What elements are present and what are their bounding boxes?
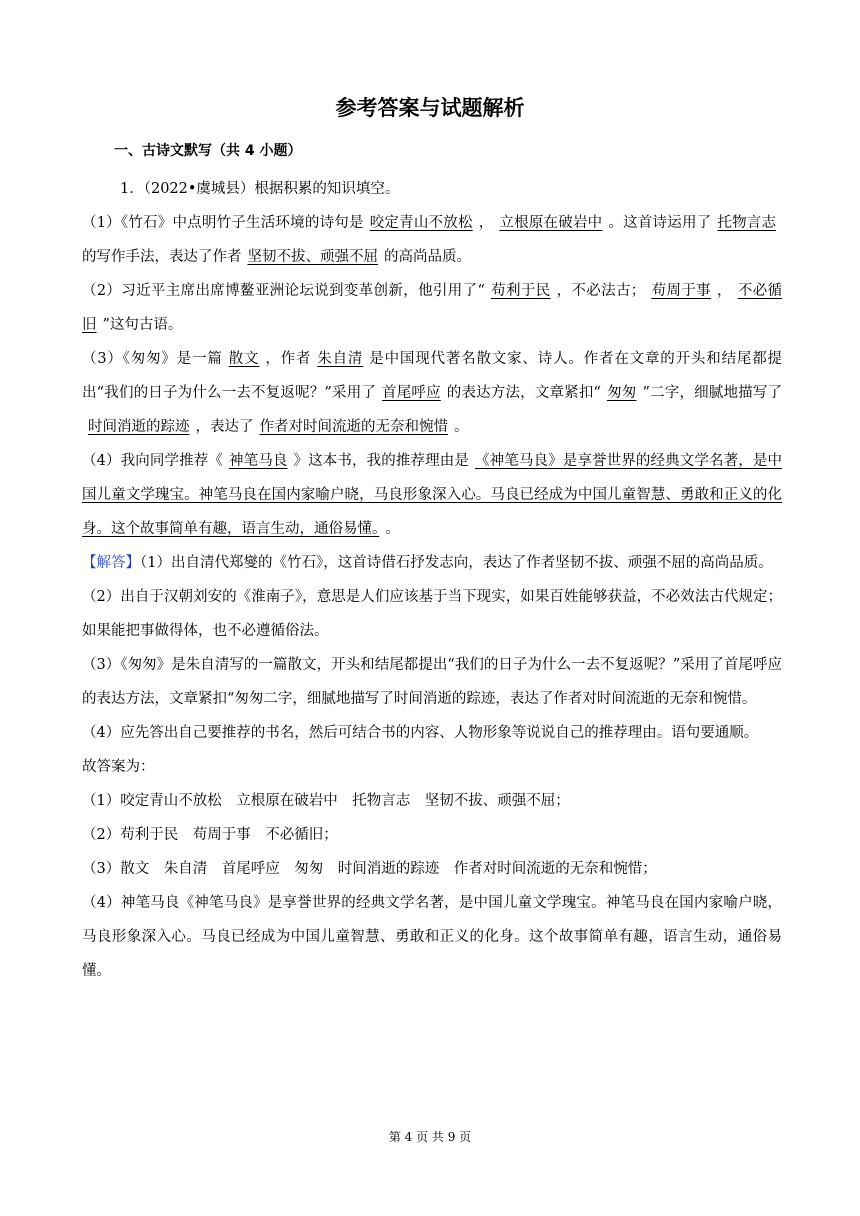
analysis-4: （4）应先答出自己要推荐的书名，然后可结合书的内容、人物形象等说说自己的推荐理由。语句要通顺。 <box>82 725 759 741</box>
section-heading: 一、古诗文默写（共 4 小题） <box>114 143 302 159</box>
text: ”这句古语。 <box>102 317 183 333</box>
answer-heading: 故答案为： <box>82 759 155 775</box>
analysis-3: （3）《匆匆》是朱自清写的一篇散文，开头和结尾都提出“我们的日子为什么一去不复返呢？”采用了首尾呼应的表达方法，文章紧扣“匆匆二字，细腻地描写了时间消逝的踪迹，表达了作者对时间流逝的无奈和惋惜。 <box>82 657 782 707</box>
text: 。这首诗运用了 <box>608 215 712 231</box>
answer-line-1: （1）咬定青山不放松 立根原在破岩中 托物言志 坚韧不拔、顽强不屈； <box>82 793 570 809</box>
answer-line-3: （3）散文 朱自清 首尾呼应 匆匆 时间消逝的踪迹 作者对时间流逝的无奈和惋惜； <box>82 861 657 877</box>
analysis-2: （2）出自于汉朝刘安的《淮南子》，意思是人们应该基于当下现实，如果百姓能够获益，不必效法古代规定；如果能把事做得体，也不必遵循俗法。 <box>82 589 782 639</box>
page-title: 参考答案与试题解析 <box>335 96 525 120</box>
text: ， <box>478 215 494 231</box>
answer-blank: 首尾呼应 <box>382 385 441 401</box>
text: 》这本书，我的推荐理由是 <box>293 453 470 469</box>
text: ，表达了 <box>195 419 254 435</box>
text: （3）《匆匆》是一篇 <box>82 351 223 367</box>
document-body <box>82 176 782 988</box>
text: （2）习近平主席出席博鳌亚洲论坛说到变革创新，他引用了“ <box>82 283 485 299</box>
answer-blank: 时间消逝的踪迹 <box>88 419 190 435</box>
question-part-1 <box>82 206 782 274</box>
question-part-4 <box>82 444 782 546</box>
answer-line-4: （4）神笔马良《神笔马良》是享誉世界的经典文学名著，是中国儿童文学瑰宝。神笔马良在国内家喻户晓，马良形象深入心。马良已经成为中国儿童智慧、勇敢和正义的化身。这个故事简单有趣，语言生动，通俗易懂。 <box>82 895 782 979</box>
answer-line-2: （2）苟利于民 苟周于事 不必循旧； <box>82 827 338 843</box>
answer-blank: 咬定青山不放松 <box>369 215 473 231</box>
page-footer: 第 4 页 共 9 页 <box>388 1130 472 1144</box>
answer-blank: 作者对时间流逝的无奈和惋惜 <box>259 419 448 435</box>
answer-blank: 朱自清 <box>317 351 364 367</box>
text: ，不必法古； <box>556 283 646 299</box>
answer-blank: 立根原在破岩中 <box>499 215 603 231</box>
text: ，作者 <box>265 351 312 367</box>
text: 的表达方法，文章紧扣“ <box>446 385 601 401</box>
text: 的写作手法，表达了作者 <box>82 249 242 265</box>
answer-blank: 匆匆 <box>606 385 637 401</box>
text: 。 <box>454 419 469 435</box>
question-part-3 <box>82 342 782 444</box>
answer-blank: 托物言志 <box>717 215 777 231</box>
question-head: 1．（2022•虞城县）根据积累的知识填空。 <box>120 181 400 197</box>
text: 是中国现代著名散文家、诗人。作者在文章的开头和结尾都提出“我们的日子为什么一去不复返呢？”采用了 <box>82 351 783 401</box>
analysis-1 <box>82 546 782 580</box>
text: 。 <box>385 521 400 537</box>
text: ， <box>717 283 732 299</box>
question-part-2 <box>82 274 782 342</box>
answer-blank: 坚韧不拔、顽强不屈 <box>247 249 378 265</box>
answer-blank: 不必循旧 <box>82 283 783 333</box>
answer-blank: 神笔马良 <box>228 453 288 469</box>
answer-blank: 苟利于民 <box>490 283 551 299</box>
text: （1）出自清代郑燮的《竹石》，这首诗借石抒发志向，表达了作者坚韧不拔、顽强不屈的高尚品质。 <box>140 555 773 571</box>
answer-blank: 散文 <box>228 351 260 367</box>
text: （4）我向同学推荐《 <box>82 453 223 469</box>
text: （1）《竹石》中点明竹子生活环境的诗句是 <box>82 215 364 231</box>
text: 的高尚品质。 <box>384 249 471 265</box>
answer-blank: 苟周于事 <box>651 283 712 299</box>
text: ”二字，细腻地描写了 <box>642 385 783 401</box>
answer-blank: 《神笔马良》是享誉世界的经典文学名著，是中国儿童文学瑰宝。神笔马良在国内家喻户晓，马良形象深入心。马良已经成为中国儿童智慧、勇敢和正义的化身。这个故事简单有趣，语言生动，通俗易懂。 <box>82 453 783 537</box>
answer-tag: 【解答】 <box>82 555 140 571</box>
